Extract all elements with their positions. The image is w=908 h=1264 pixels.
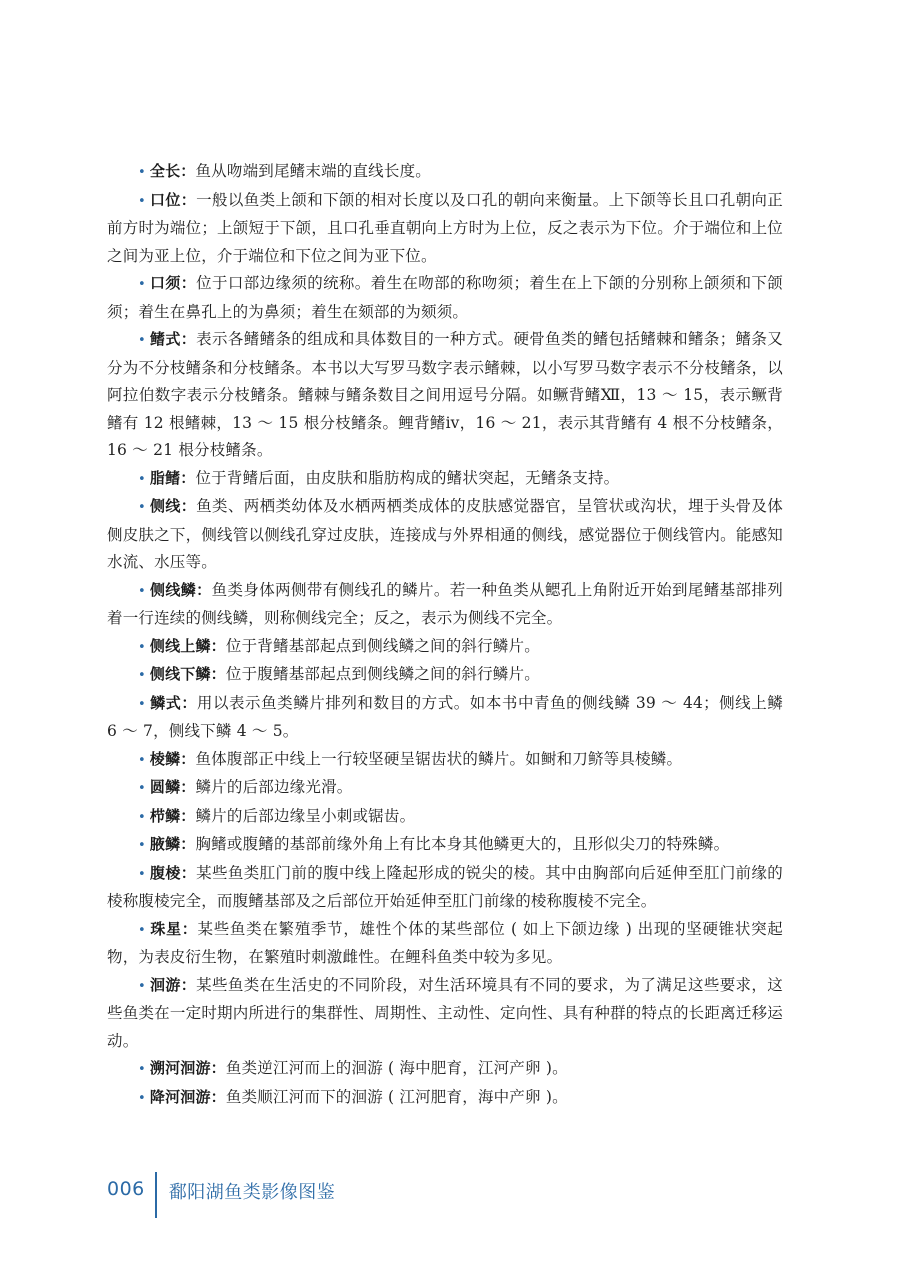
- page-footer: [107, 1172, 335, 1218]
- entry-text: 位于腹鳍基部起点到侧线鳞之间的斜行鳞片。: [225, 665, 540, 683]
- glossary-entry: [107, 831, 783, 860]
- entry-term: 口须：: [149, 274, 197, 292]
- entry-text: 鱼类逆江河而上的洄游 ( 海中肥育，江河产卵 )。: [225, 1059, 568, 1077]
- glossary-entry: [107, 465, 783, 494]
- glossary-list: [107, 158, 783, 1112]
- bullet-icon: •: [138, 1062, 146, 1077]
- bullet-icon: •: [138, 752, 146, 768]
- entry-text: 表示各鳍鳍条的组成和具体数目的一种方式。硬骨鱼类的鳍包括鳍棘和鳍条；鳍条又分为不分枝鳍条和分枝鳍条。本书以大写罗马数字表示鳍棘，以小写罗马数字表示不分枝鳍条，以阿拉伯数字表示分枝鳍条。鳍棘与鳍条数目之间用逗号分隔。如鳜背鳍Ⅻ，13 ～ 15，表示鳜背鳍有 12 根鳍棘，13 ～ 15 根分枝鳍条。鲤背鳍ⅳ，16 ～ 21，表示其背鳍有 4 根不分枝鳍条，16 ～ 21 根分枝鳍条。: [107, 330, 783, 459]
- entry-text: 位于背鳍后面，由皮肤和脂肪构成的鳍状突起，无鳍条支持。: [195, 468, 620, 487]
- glossary-entry: [107, 187, 783, 271]
- glossary-entry: [107, 916, 783, 972]
- entry-text: 鳞片的后部边缘光滑。: [195, 778, 353, 796]
- glossary-entry: [107, 270, 783, 326]
- glossary-entry: [107, 860, 783, 916]
- bullet-icon: •: [138, 193, 146, 209]
- bullet-icon: •: [138, 583, 146, 599]
- bullet-icon: •: [138, 668, 146, 683]
- glossary-entry: [107, 661, 783, 690]
- entry-term: 圆鳞：: [149, 778, 196, 796]
- glossary-entry: [107, 1084, 783, 1113]
- bullet-icon: •: [138, 922, 146, 938]
- entry-term: 侧线下鳞：: [149, 665, 226, 683]
- entry-term: 栉鳞：: [149, 806, 196, 825]
- glossary-entry: [107, 803, 783, 832]
- bullet-icon: •: [138, 696, 146, 712]
- entry-text: 一般以鱼类上颌和下颌的相对长度以及口孔的朝向来衡量。上下颌等长且口孔朝向正前方时为端位；上颌短于下颌，且口孔垂直朝向上方时为上位，反之表示为下位。介于端位和上位之间为亚上位，介于端位和下位之间为亚下位。: [107, 190, 783, 265]
- glossary-entry: [107, 746, 783, 775]
- bullet-icon: •: [138, 781, 146, 796]
- bullet-icon: •: [138, 165, 146, 180]
- entry-text: 鱼类、两栖类幼体及水栖两栖类成体的皮肤感觉器官，呈管状或沟状，埋于头骨及体侧皮肤之下，侧线管以侧线孔穿过皮肤，连接成与外界相通的侧线，感觉器位于侧线管内。能感知水流、水压等。: [107, 497, 783, 571]
- glossary-entry: [107, 158, 783, 187]
- entry-text: 位于口部边缘须的统称。着生在吻部的称吻须；着生在上下颌的分别称上颌须和下颌须；着生在鼻孔上的为鼻须；着生在颏部的为颏须。: [107, 274, 783, 321]
- entry-term: 腋鳞：: [149, 835, 196, 853]
- glossary-entry: [107, 633, 783, 662]
- entry-term: 溯河洄游：: [149, 1059, 226, 1077]
- entry-term: 口位：: [149, 190, 197, 209]
- entry-text: 某些鱼类在生活史的不同阶段，对生活环境具有不同的要求，为了满足这些要求，这些鱼类在一定时期内所进行的集群性、周期性、主动性、定向性、具有种群的特点的长距离迁移运动。: [107, 975, 783, 1050]
- bullet-icon: •: [138, 809, 146, 825]
- glossary-entry: [107, 972, 783, 1056]
- glossary-entry: [107, 577, 783, 633]
- entry-text: 鱼从吻端到尾鳍末端的直线长度。: [195, 162, 431, 180]
- bullet-icon: •: [138, 639, 146, 655]
- entry-text: 位于背鳍基部起点到侧线鳞之间的斜行鳞片。: [225, 636, 540, 655]
- entry-text: 鳞片的后部边缘呈小刺或锯齿。: [195, 806, 416, 825]
- entry-term: 鳍式：: [149, 330, 197, 348]
- entry-term: 脂鳍：: [149, 468, 196, 487]
- entry-term: 降河洄游：: [149, 1087, 226, 1106]
- entry-text: 鱼体腹部正中线上一行较坚硬呈锯齿状的鳞片。如鲥和刀鲚等具棱鳞。: [195, 749, 683, 768]
- entry-term: 腹棱：: [149, 863, 197, 882]
- entry-text: 胸鳍或腹鳍的基部前缘外角上有比本身其他鳞更大的，且形似尖刀的特殊鳞。: [195, 835, 730, 853]
- entry-term: 鳞式：: [149, 693, 197, 712]
- glossary-entry: [107, 690, 783, 746]
- entry-text: 鱼类顺江河而下的洄游 ( 江河肥育，海中产卵 )。: [225, 1087, 568, 1106]
- book-title: 鄱阳湖鱼类影像图鉴: [168, 1182, 336, 1203]
- entry-term: 全长：: [149, 162, 196, 180]
- glossary-entry: [107, 1055, 783, 1084]
- bullet-icon: •: [138, 978, 146, 994]
- bullet-icon: •: [138, 277, 146, 292]
- glossary-entry: [107, 493, 783, 577]
- bullet-icon: •: [138, 866, 146, 882]
- entry-term: 棱鳞：: [149, 749, 196, 768]
- entry-term: 侧线鳞：: [149, 580, 212, 599]
- bullet-icon: •: [138, 500, 146, 515]
- entry-text: 某些鱼类在繁殖季节，雄性个体的某些部位 ( 如上下颌边缘 ) 出现的坚硬锥状突起物，为表皮衍生物，在繁殖时刺激雌性。在鲤科鱼类中较为多见。: [107, 919, 783, 966]
- bullet-icon: •: [138, 1090, 146, 1106]
- entry-term: 侧线：: [149, 497, 197, 515]
- glossary-entry: [107, 326, 783, 465]
- bullet-icon: •: [138, 471, 146, 487]
- entry-text: 用以表示鱼类鳞片排列和数目的方式。如本书中青鱼的侧线鳞 39 ～ 44；侧线上鳞 6 ～ 7，侧线下鳞 4 ～ 5。: [107, 693, 783, 740]
- entry-term: 侧线上鳞：: [149, 636, 226, 655]
- page-number: 006: [107, 1178, 145, 1200]
- entry-term: 洄游：: [149, 975, 197, 994]
- bullet-icon: •: [138, 838, 146, 853]
- entry-text: 鱼类身体两侧带有侧线孔的鳞片。若一种鱼类从鳃孔上角附近开始到尾鳍基部排列着一行连续的侧线鳞，则称侧线完全；反之，表示为侧线不完全。: [107, 580, 784, 627]
- entry-term: 珠星：: [149, 919, 198, 938]
- entry-text: 某些鱼类肛门前的腹中线上隆起形成的锐尖的棱。其中由胸部向后延伸至肛门前缘的棱称腹棱完全，而腹鳍基部及之后部位开始延伸至肛门前缘的棱称腹棱不完全。: [107, 863, 783, 910]
- glossary-entry: [107, 774, 783, 803]
- bullet-icon: •: [138, 333, 146, 348]
